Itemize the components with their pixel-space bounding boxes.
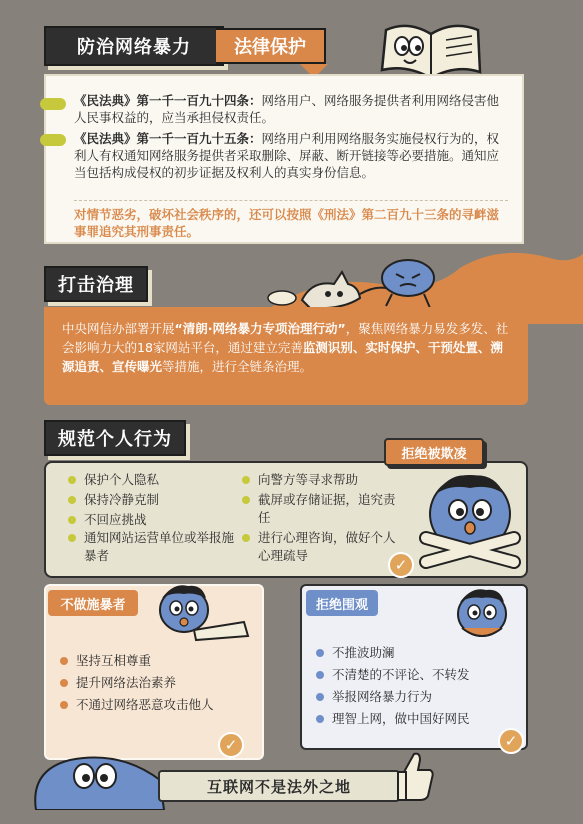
behavior-right-item-2 <box>242 529 402 565</box>
behavior-left-item-2 <box>68 511 238 529</box>
refuse-bullying-badge-text: 拒绝被欺凌 <box>401 446 467 462</box>
bullet-tab-2 <box>40 134 66 146</box>
section-title-crackdown <box>44 266 148 302</box>
bullet-dot <box>68 476 76 484</box>
civil-code-1194-title: 《民法典》第一千一百九十四条： <box>74 93 262 108</box>
footer-blob-mascot <box>30 740 170 810</box>
no-bystander-title-text: 拒绝围观 <box>315 597 368 613</box>
blob-mascot-holding-sign <box>444 584 520 644</box>
bullet-dot <box>60 701 68 709</box>
behavior-left-item-3 <box>68 529 238 565</box>
check-icon: ✓ <box>218 732 244 758</box>
behavior-right-item-0-text: 向警方等寻求帮助 <box>258 472 359 487</box>
no-violence-item-0-text: 坚持互相尊重 <box>76 653 152 668</box>
bullet-dot <box>316 671 324 679</box>
no-violence-title <box>48 590 138 616</box>
bullet-dot <box>60 657 68 665</box>
bullet-dot <box>68 516 76 524</box>
civil-code-1194 <box>74 92 508 126</box>
behavior-right-item-1 <box>242 491 402 527</box>
behavior-left-item-3-text: 通知网站运营单位或举报施暴者 <box>84 530 235 563</box>
no-bystander-item-2 <box>316 688 516 706</box>
no-violence-item-2 <box>60 696 220 714</box>
behavior-left-item-2-text: 不回应挑战 <box>84 512 147 527</box>
no-bystander-item-0 <box>316 644 516 662</box>
crackdown-text-1: 中央网信办部署开展 <box>62 321 175 336</box>
section-subtitle-legal <box>216 28 326 64</box>
section-title-behavior-text: 规范个人行为 <box>58 429 172 450</box>
no-violence-item-1-text: 提升网络法治素养 <box>76 675 177 690</box>
bullet-dot <box>60 679 68 687</box>
section-title-prevent-text: 防治网络暴力 <box>77 37 191 58</box>
bullet-dot <box>316 649 324 657</box>
section-title-prevent <box>44 26 224 66</box>
behavior-left-item-1-text: 保持冷静克制 <box>84 492 160 507</box>
behavior-left-item-1 <box>68 491 238 509</box>
bullet-dot <box>242 496 250 504</box>
no-bystander-item-1 <box>316 666 516 684</box>
crackdown-text-3: ，聚焦网络暴力易发多发、社会影响力大的18家网站平台，通过建立完善 <box>62 321 509 355</box>
crackdown-text <box>62 319 514 376</box>
behavior-right-item-0 <box>242 471 402 489</box>
bullet-dot <box>316 715 324 723</box>
no-bystander-item-1-text: 不清楚的不评论、不转发 <box>332 667 470 682</box>
law-card <box>44 74 524 244</box>
no-violence-item-1 <box>60 674 250 692</box>
blob-mascot-crossed-arms <box>410 466 530 570</box>
no-bystander-item-3-text: 理智上网，做中国好网民 <box>332 711 470 726</box>
no-bystander-item-3 <box>316 710 516 728</box>
civil-code-1195-text: 网络用户利用网络服务实施侵权行为的，权利人有权通知网络服务提供者采取删除、屏蔽、断开链接等必要措施。通知应当包括构成侵权的初步证据及权利人的真实身份信息。 <box>74 131 500 180</box>
behavior-right-item-2-text: 进行心理咨询，做好个人心理疏导 <box>258 530 396 563</box>
behavior-left-item-0-text: 保护个人隐私 <box>84 472 160 487</box>
thumbs-up-icon <box>396 750 436 802</box>
check-icon: ✓ <box>498 728 524 754</box>
blob-mascot-stop-hand <box>144 574 254 644</box>
bullet-dot <box>242 534 250 542</box>
no-violence-title-text: 不做施暴者 <box>60 597 126 613</box>
civil-code-1195 <box>74 130 508 181</box>
bullet-dot <box>68 496 76 504</box>
crackdown-campaign-name: “清朗·网络暴力专项治理行动” <box>174 321 346 336</box>
bullet-dot <box>68 534 76 542</box>
section-title-behavior <box>44 420 186 456</box>
refuse-bullying-badge <box>384 438 484 466</box>
crackdown-measures: 监测识别、实时保护、干预处置、溯源追责、宣传曝光 <box>62 340 503 374</box>
bullet-dot <box>316 693 324 701</box>
crackdown-text-5: 等措施，进行全链条治理。 <box>162 359 313 374</box>
no-bystander-item-0-text: 不推波助澜 <box>332 645 395 660</box>
no-bystander-title <box>306 590 378 616</box>
footer-banner: 互联网不是法外之地 <box>158 770 400 802</box>
civil-code-1195-title: 《民法典》第一千一百九十五条： <box>74 131 262 146</box>
check-icon: ✓ <box>388 552 414 578</box>
no-violence-item-0 <box>60 652 250 670</box>
no-bystander-item-2-text: 举报网络暴力行为 <box>332 689 433 704</box>
section-title-crackdown-text: 打击治理 <box>58 275 134 296</box>
law-divider <box>74 200 508 201</box>
civil-code-1194-text: 网络用户、网络服务提供者利用网络侵害他人民事权益的，应当承担侵权责任。 <box>74 93 500 125</box>
bullet-dot <box>242 476 250 484</box>
bullet-tab-1 <box>40 98 66 110</box>
behavior-left-item-0 <box>68 471 238 489</box>
criminal-law-note: 对情节恶劣，破坏社会秩序的，还可以按照《刑法》第二百九十三条的寻衅滋事罪追究其刑事责任。 <box>74 207 500 239</box>
behavior-right-item-1-text: 截屏或存储证据，追究责任 <box>258 492 396 525</box>
crackdown-box <box>44 307 528 405</box>
section-subtitle-legal-text: 法律保护 <box>234 37 306 58</box>
no-violence-item-2-text: 不通过网络恶意攻击他人 <box>76 697 214 712</box>
